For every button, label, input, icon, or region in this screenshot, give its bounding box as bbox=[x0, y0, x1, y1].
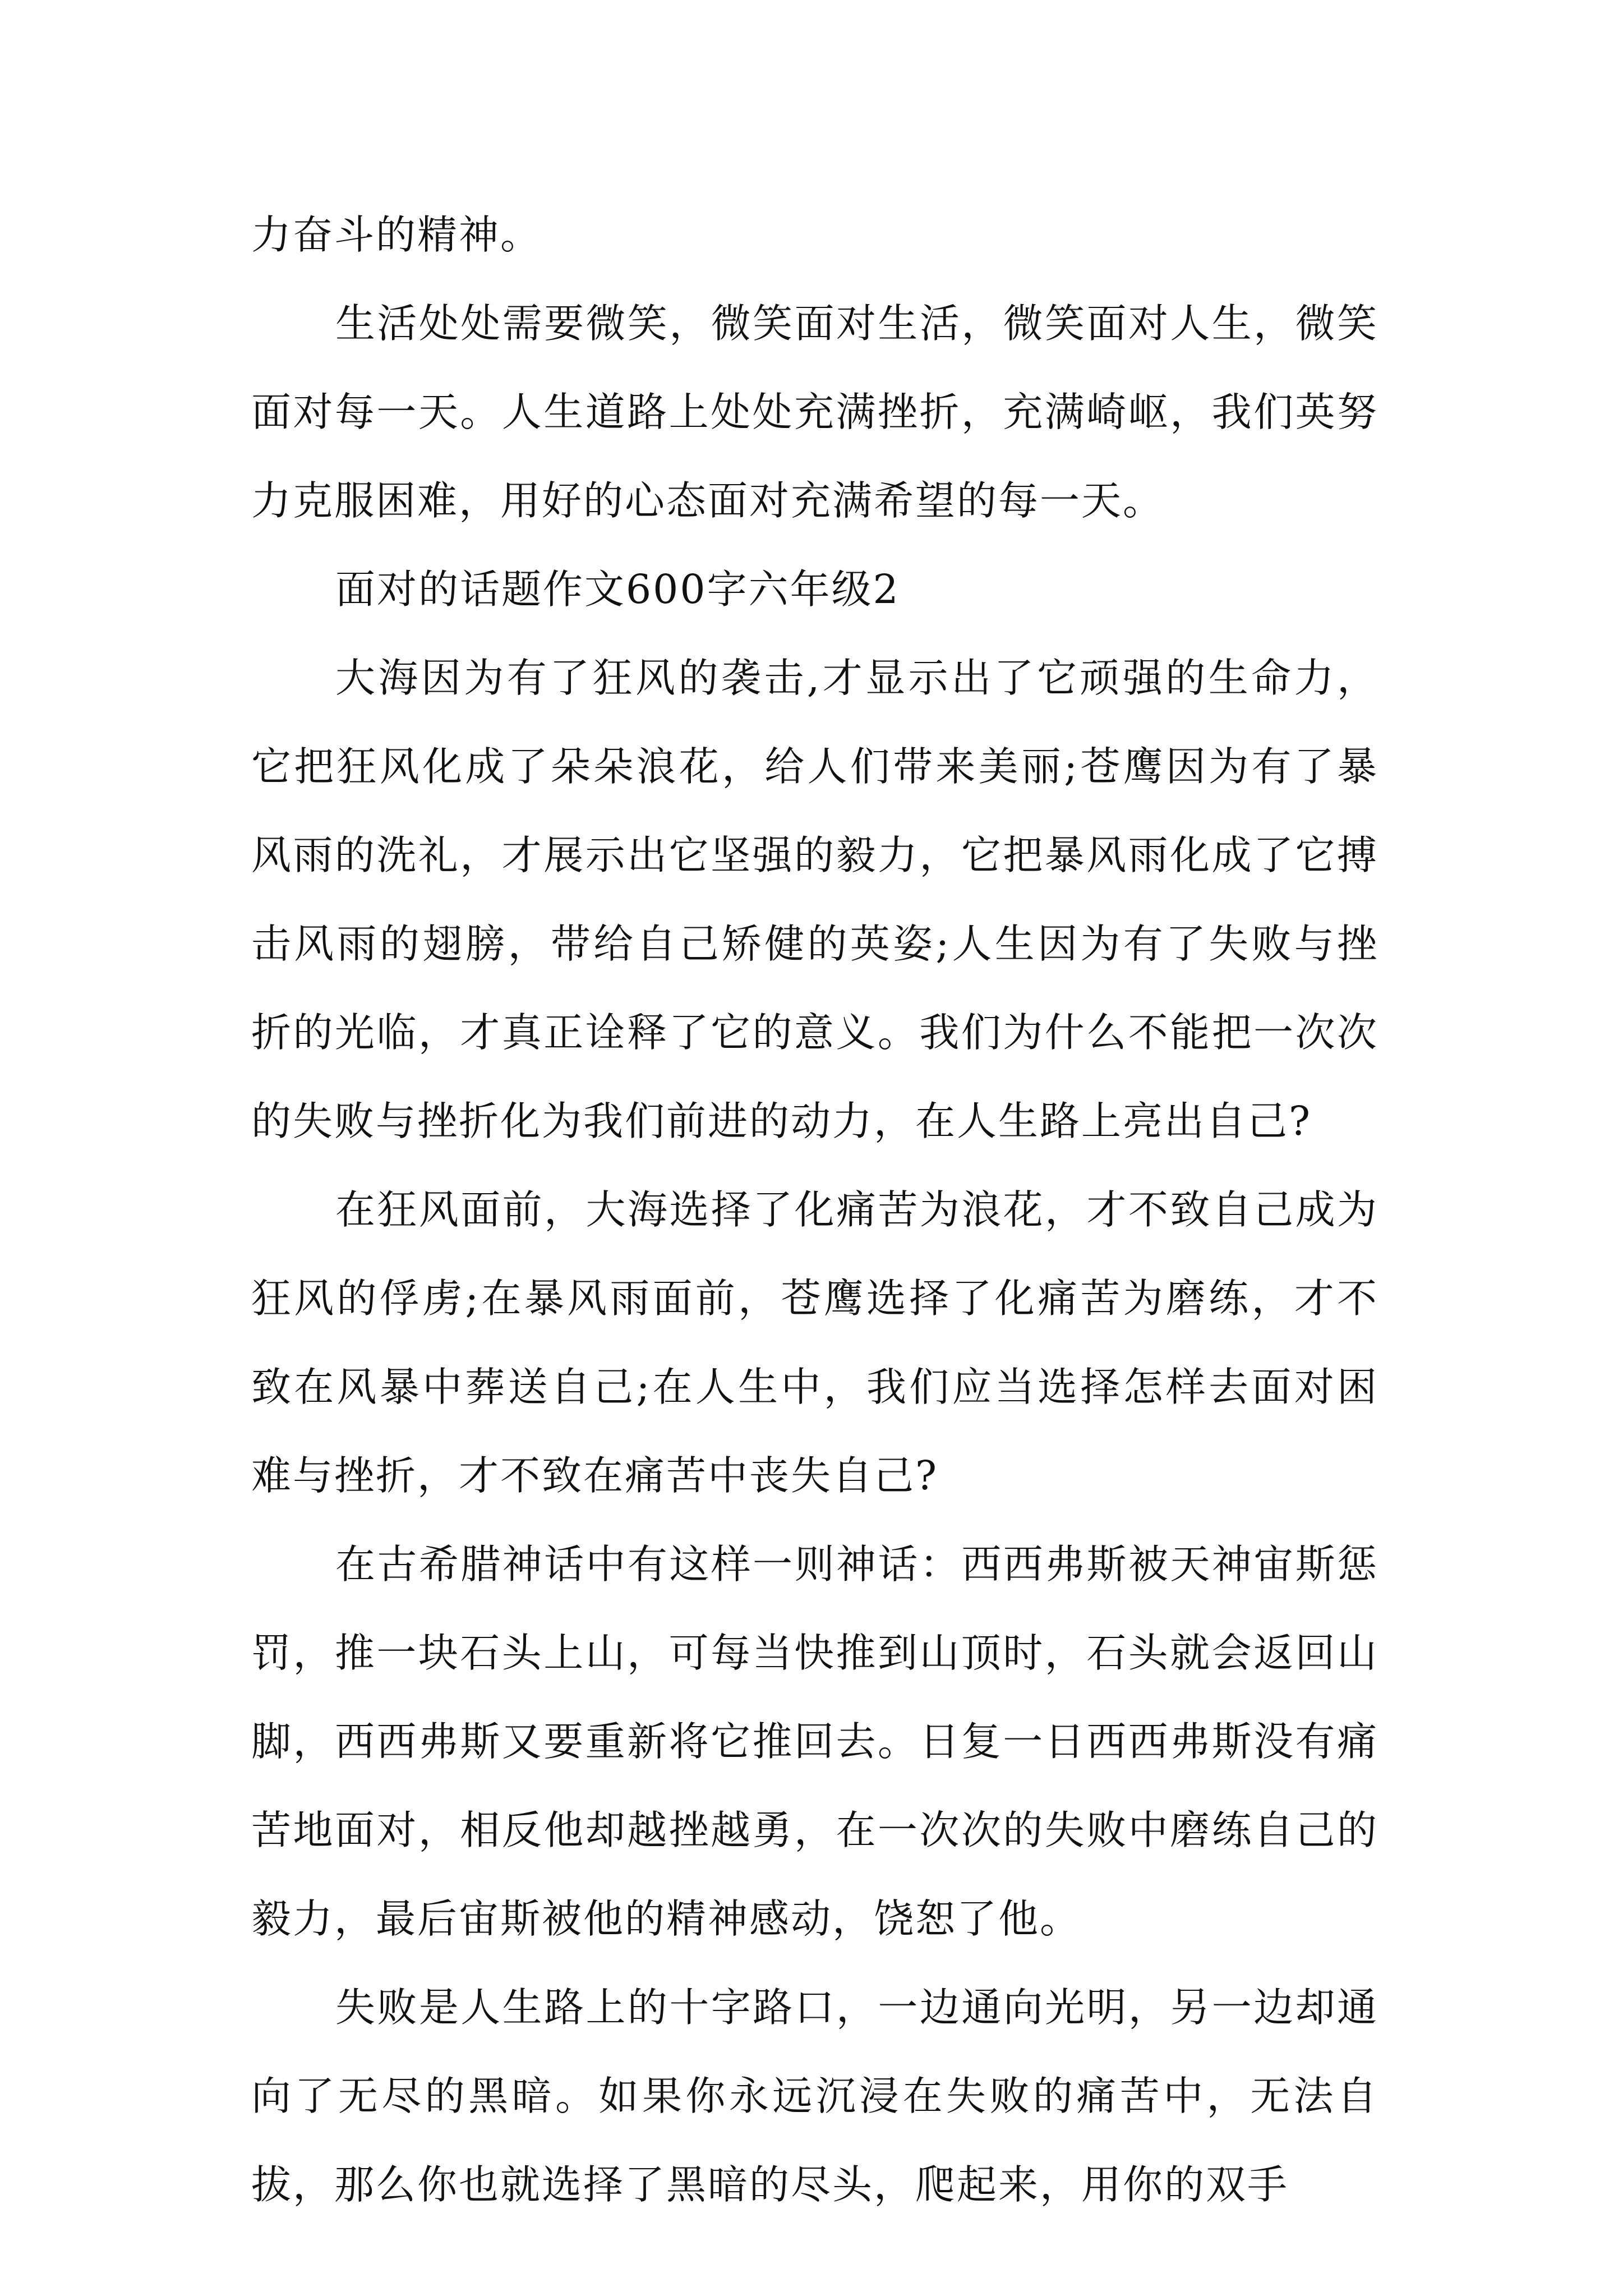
article-body bbox=[251, 191, 1378, 2229]
paragraph-sisyphus: 在古希腊神话中有这样一则神话：西西弗斯被天神宙斯惩罚，推一块石头上山，可每当快推到山顶时，石头就会返回山脚，西西弗斯又要重新将它推回去。日复一日西西弗斯没有痛苦地面对，相反他却越挫越勇，在一次次的失败中磨练自己的毅力，最后宙斯被他的精神感动，饶恕了他。 bbox=[251, 1541, 1378, 1942]
essay-title: 面对的话题作文600字六年级2 bbox=[335, 566, 900, 613]
paragraph-crossroads: 失败是人生路上的十字路口，一边通向光明，另一边却通向了无尽的黑暗。如果你永远沉浸在失败的痛苦中，无法自拔，那么你也就选择了黑暗的尽头，爬起来，用你的双手 bbox=[251, 1984, 1378, 2208]
paragraph-smile: 生活处处需要微笑，微笑面对生活，微笑面对人生，微笑面对每一天。人生道路上处处充满挫折，充满崎岖，我们英努力克服困难，用好的心态面对充满希望的每一天。 bbox=[251, 300, 1378, 524]
paragraph-continuation: 力奋斗的精神。 bbox=[251, 211, 542, 258]
paragraph-sea-eagle: 大海因为有了狂风的袭击,才显示出了它顽强的生命力，它把狂风化成了朵朵浪花，给人们带来美丽;苍鹰因为有了暴风雨的洗礼，才展示出它坚强的毅力，它把暴风雨化成了它搏击风雨的翅膀，带给自己矫健的英姿;人生因为有了失败与挫折的光临，才真正诠释了它的意义。我们为什么不能把一次次的失败与挫折化为我们前进的动力，在人生路上亮出自己? bbox=[251, 655, 1378, 1144]
paragraph-choice: 在狂风面前，大海选择了化痛苦为浪花，才不致自己成为狂风的俘虏;在暴风雨面前，苍鹰选择了化痛苦为磨练，才不致在风暴中葬送自己;在人生中，我们应当选择怎样去面对困难与挫折，才不致在痛苦中丧失自己? bbox=[251, 1186, 1378, 1499]
